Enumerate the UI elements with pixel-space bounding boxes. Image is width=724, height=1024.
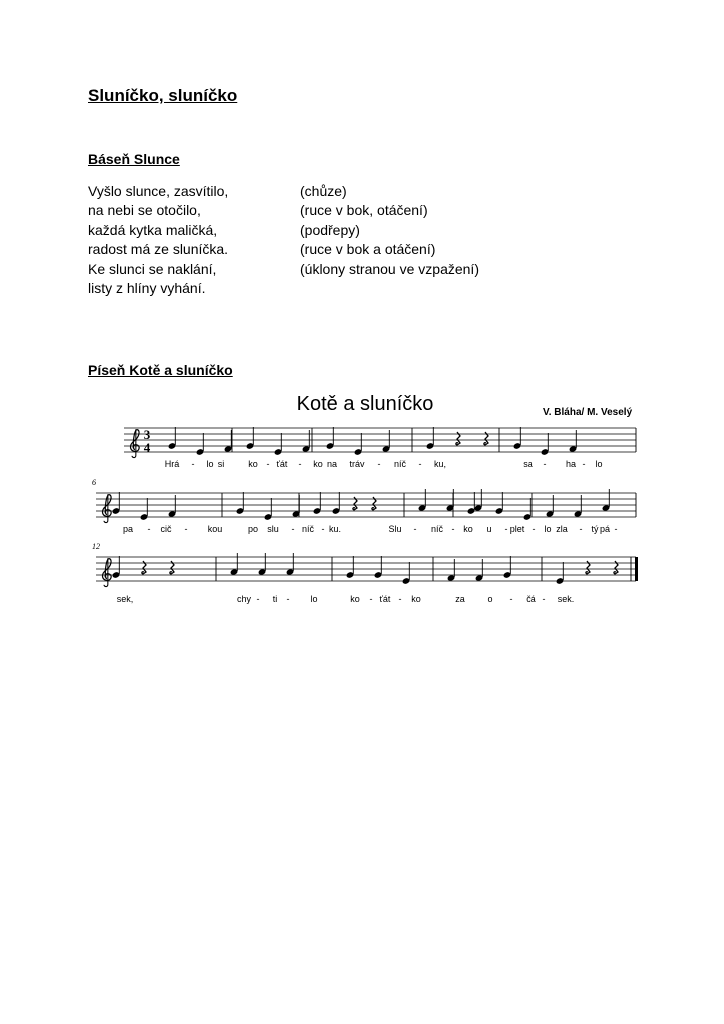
lyric-syllable: -: [369, 594, 373, 604]
lyric-syllable: na: [326, 459, 338, 469]
poem-action: (ruce v bok a otáčení): [300, 241, 436, 258]
lyric-syllable: po: [247, 524, 259, 534]
lyric-syllable: ťát: [379, 594, 391, 604]
lyric-syllable: ku.: [328, 524, 342, 534]
lyric-syllable: chy: [236, 594, 252, 604]
lyric-syllable: níč: [393, 459, 407, 469]
lyric-syllable: pa: [122, 524, 134, 534]
lyric-syllable: níč: [301, 524, 315, 534]
lyric-syllable: ko: [313, 459, 323, 469]
lyric-syllable: -: [398, 594, 402, 604]
poem-verse: Ke slunci se naklání,: [88, 260, 217, 277]
measure-number: 6: [92, 478, 96, 487]
lyric-syllable: tráv: [349, 459, 365, 469]
lyric-syllable: zla: [556, 524, 568, 534]
lyric-syllable: pá: [599, 524, 611, 534]
time-signature-top: 3: [143, 427, 151, 442]
measure-number: 12: [92, 542, 100, 551]
lyric-syllable: ti: [272, 594, 278, 604]
lyric-syllable: -: [418, 459, 422, 469]
lyric-syllable: lo: [544, 524, 552, 534]
lyric-syllable: -: [413, 524, 417, 534]
poem-heading: Báseň Slunce: [88, 151, 180, 167]
lyric-syllable: cič: [160, 524, 172, 534]
lyric-syllable: -: [582, 459, 586, 469]
page-title: Sluníčko, sluníčko: [88, 86, 238, 105]
lyric-syllable: sa: [523, 459, 533, 469]
lyric-syllable: -: [542, 594, 546, 604]
lyric-syllable: ku,: [433, 459, 447, 469]
lyric-syllable: za: [455, 594, 465, 604]
lyric-syllable: -: [191, 459, 195, 469]
lyric-syllable: ko: [350, 594, 360, 604]
lyric-syllable: -: [532, 524, 536, 534]
lyric-syllable: -: [579, 524, 583, 534]
poem-action: (ruce v bok, otáčení): [300, 202, 428, 219]
lyric-syllable: -: [543, 459, 547, 469]
lyric-syllable: -: [291, 524, 295, 534]
lyric-syllable: lo: [206, 459, 214, 469]
lyric-syllable: -: [377, 459, 381, 469]
lyric-syllable: ha: [565, 459, 577, 469]
time-signature-bottom: 4: [143, 440, 151, 455]
lyric-syllable: ko: [463, 524, 473, 534]
lyric-syllable: -: [266, 459, 270, 469]
lyric-syllable: plet: [509, 524, 525, 534]
lyric-syllable: -: [321, 524, 325, 534]
poem-action: (podřepy): [300, 221, 360, 238]
lyric-syllable: sek,: [116, 594, 134, 604]
lyric-syllable: ko: [411, 594, 421, 604]
lyric-syllable: sek.: [557, 594, 575, 604]
lyric-syllable: tý: [591, 524, 599, 534]
lyric-syllable: o: [487, 594, 493, 604]
poem-verse: každá kytka maličká,: [88, 221, 218, 238]
lyric-syllable: -: [147, 524, 151, 534]
lyric-syllable: -: [256, 594, 260, 604]
lyric-syllable: -: [451, 524, 455, 534]
song-authors: V. Bláha/ M. Veselý: [543, 407, 633, 418]
lyric-syllable: lo: [595, 459, 603, 469]
poem-action: (úklony stranou ve vzpažení): [300, 260, 479, 277]
lyric-syllable: ko: [248, 459, 258, 469]
lyric-syllable: Slu: [388, 524, 402, 534]
final-barline: [635, 557, 638, 581]
poem-verse: Vyšlo slunce, zasvítilo,: [88, 183, 229, 199]
lyric-syllable: -: [184, 524, 188, 534]
lyric-syllable: čá: [526, 594, 536, 604]
lyric-syllable: -: [614, 524, 618, 534]
poem-verse: na nebi se otočilo,: [88, 202, 201, 219]
lyric-syllable: u: [486, 524, 492, 534]
song-heading: Píseň Kotě a sluníčko: [88, 362, 233, 378]
lyric-syllable: níč: [430, 524, 444, 534]
lyric-syllable: si: [217, 459, 225, 469]
poem-verse: radost má ze sluníčka.: [88, 241, 229, 258]
lyric-syllable: -: [298, 459, 302, 469]
lyric-syllable: lo: [310, 594, 318, 604]
lyric-syllable: -: [509, 594, 513, 604]
lyric-syllable: Hrá: [164, 459, 180, 469]
lyric-syllable: -: [286, 594, 290, 604]
song-title: Kotě a sluníčko: [296, 393, 434, 415]
lyric-syllable: slu: [267, 524, 279, 534]
lyric-syllable: ťát: [276, 459, 288, 469]
poem-verse: listy z hlíny vyhání.: [88, 279, 206, 296]
lyric-syllable: kou: [207, 524, 223, 534]
lyric-syllable: -: [504, 524, 508, 534]
poem-action: (chůze): [300, 183, 347, 199]
